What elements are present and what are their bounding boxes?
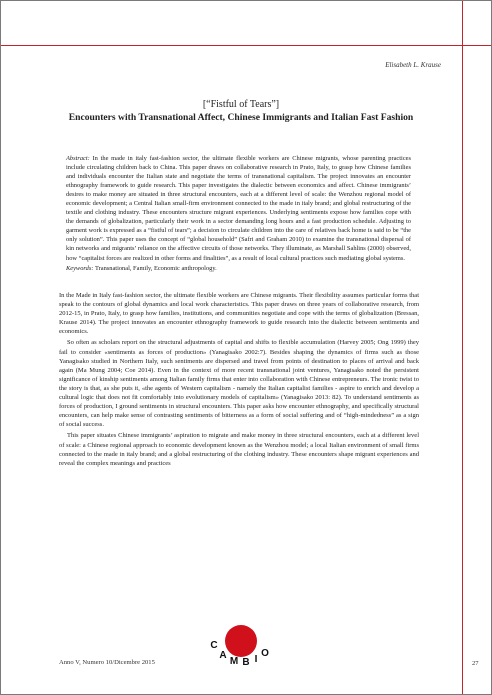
keywords-line (66, 264, 411, 273)
logo-letter: B (242, 657, 250, 668)
article-subtitle: Encounters with Transnational Affect, Chinese Immigrants and Italian Fast Fashion (68, 112, 414, 123)
header-rule (1, 45, 491, 46)
logo-letter: A (219, 650, 227, 661)
journal-issue: Anno V, Numero 10/Dicembre 2015 (59, 659, 155, 666)
running-header-author: Elisabeth L. Krause (385, 61, 441, 69)
logo-letter: M (229, 656, 239, 667)
cambio-logo (201, 615, 281, 679)
body-paragraph: This paper situates Chinese immigrants’ aspiration to migrate and make money in three structural encounters, each at a different level of scale: a Chinese regional approach to economic development known as the Wenzhou model; a local Italian environment of small firms connected to the made in italy brand; and a global restructuring of the clothing industry. These encounters shape migrant experiences and reveal the complex meanings and practices (59, 432, 419, 467)
body-paragraph: In the Made in Italy fast-fashion sector, the ultimate flexible workers are Chinese migrants. Their flexibility assumes particular forms that speak to the contours of global dynamics and local work characteristics. This paper draws on three years of collaborative research, from 2012-15, in Prato, Italy, to grasp how families, institutions, and communities negotiate and cope with the terms of globalization (Bressan, Krause 2014). The project innovates an encounter ethnography framework to guide research into the dialectic between sentiments and economics. (59, 292, 419, 336)
abstract-label: Abstract: (66, 155, 90, 162)
logo-letter: I (254, 654, 258, 665)
logo-letter: C (210, 640, 218, 651)
abstract-block (66, 154, 411, 273)
body-text (59, 291, 419, 470)
page-number: 27 (472, 660, 479, 667)
abstract-text: In the made in italy fast-fashion sector, the ultimate flexible workers are Chinese migrants, whose parenting practices include circulating children back to China. This paper draws on collaborative research in Prato, Italy, to grasp how Chinese families and individuals encounter the Italian state and negotiate the terms of transnational capitalism. The project innovates an encounter ethnography framework to guide research. This paper investigates the dialectic between economics and affect. Chinese immigrants’ desires to make money are situated in three structural encounters, each at a different level of scale: the Wenzhou regional model of economic development; a Central Italian small-firm environment connected to the made in italy brand; and global restructuring of the textile and clothing industry. These encounters structure migrant experiences. Underlying sentiments expose how families cope with the demands of globalization, particularly their work in a sector demanding long hours and a fast production schedule. Adjusting to garment work is expressed as a “fistful of tears”; a decision to circulate children into the care of relatives back home is said to be “the only solution”. This paper uses the concept of “global household” (Safri and Graham 2010) to examine the transnational dispersal of kin networks and migrants’ reliance on the affective circuits of those networks. They illuminate, as Marshall Sahlins (2000) observed, how “capitalist forces are realized in other forms and finalities”, as a result of local cultural practices such mediating global systems. (66, 155, 411, 262)
logo-letter: O (261, 648, 269, 659)
body-paragraph: So often as scholars report on the structural adjustments of capital and shifts to flexible accumulation (Harvey 2005; Ong 1999) they fail to consider «sentiments as forces of production» (Yanagisako 2002:7). Besides shaping the dynamics of firms such as those Yanagisako studied in Northern Italy, such sentiments are dispersed and travel from points of destination to places of arrival and back again (Ma Mung 2004; Coe 2014). Even in the context of more recent transnational joint ventures, Yanagisako noted the persistent significance of kinship sentiments among Italian family firms that enter into collaboration with Chinese entrepreneurs. The ironic twist to the story is that, as she puts it, «the agents of Western capitalism - namely the Italian capitalist families - aspire to enrich and develop a cultural logic that does not fit comfortably into evolutionary models of capitalism» (Yanagisako 2013: 82). To understand sentiments as forces of production, I ground sentiments in structural encounters. This paper asks how encounter ethnography, and specifically structural encounters, can help make sense of contrasting sentiments of bitterness as a form of social suffering and of “high-mindedness” as a sign of social success. (59, 339, 419, 429)
margin-rule (462, 1, 463, 694)
article-title: [“Fistful of Tears”] (202, 99, 280, 110)
logo-red-circle (225, 625, 257, 657)
keywords-text: Transnational, Family, Economic anthropology. (94, 264, 217, 272)
abstract-paragraph (66, 154, 411, 263)
cambio-logo-graphic (201, 615, 281, 679)
keywords-label: Keywords: (66, 264, 94, 272)
